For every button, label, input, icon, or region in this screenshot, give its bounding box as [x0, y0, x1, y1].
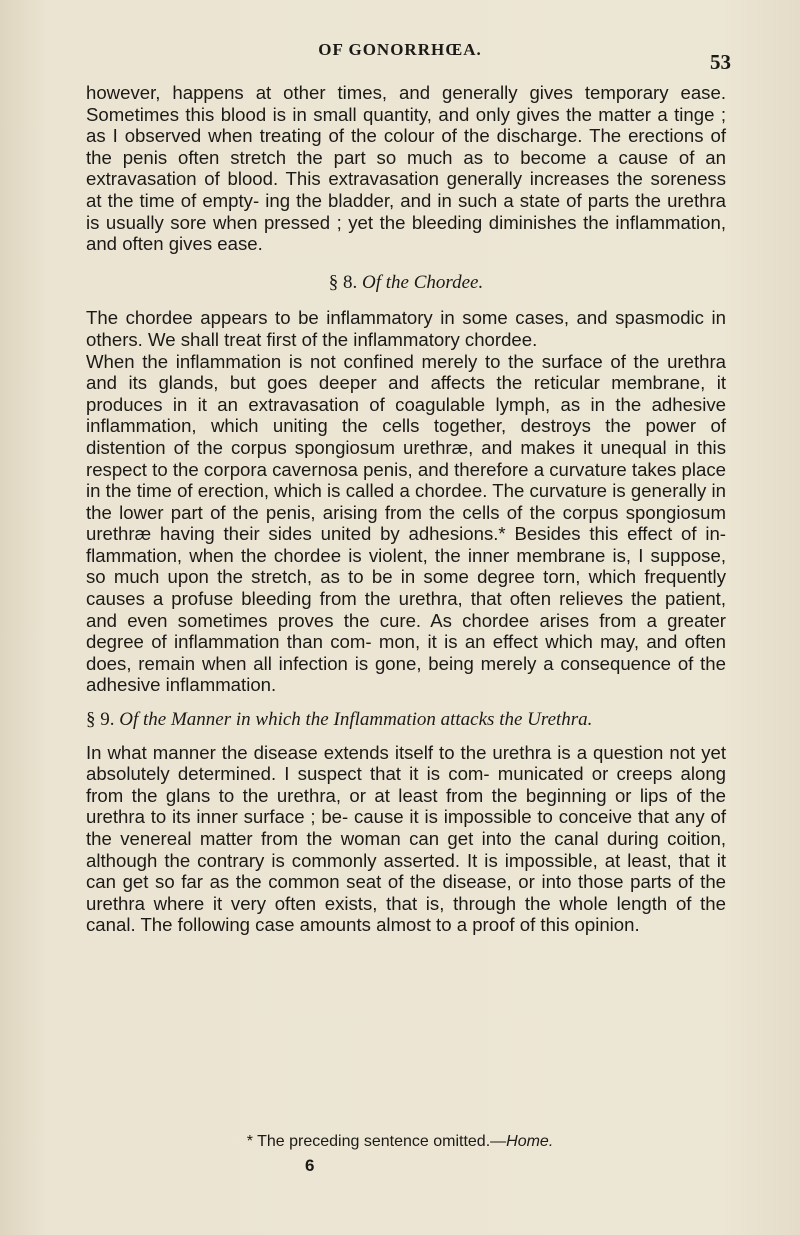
section-9-title: Of the Manner in which the Inflammation attacks the Urethra.	[119, 709, 593, 731]
body-text	[86, 82, 726, 936]
section-8-title: Of the Chordee.	[362, 271, 484, 293]
running-title: OF GONORRHŒA.	[318, 40, 482, 59]
footnote	[0, 1133, 800, 1151]
section-9-heading	[86, 709, 726, 731]
paragraph-chordee-inflammation: When the inflammation is not confined merely to the surface of the urethra and its glands, but goes deeper and affects the reticular membrane, it produces in it an extravasation of coagulable lymph, as in the adhesive inflammation, which uniting the cells together, destroys the power of distention of the corpus spongiosum urethræ, and makes it unequal in this respect to the corpora cavernosa penis, and therefore a curvature takes place in the time of erection, which is called a chordee. The curvature is generally in the lower part of the penis, arising from the cells of the corpus spongiosum urethræ having their sides united by adhesions.* Besides this effect of in- flammation, when the chordee is violent, the inner membrane is, I suppose, so much upon the stretch, as to be in some degree torn, which frequently causes a profuse bleeding from the urethra, that often relieves the patient, and even sometimes proves the cure. As chordee arises from a greater degree of inflammation than com- mon, it is an effect which may, and often does, remain when all infection is gone, being merely a consequence of the adhesive inflammation.	[86, 350, 726, 696]
paragraph-manner-of-attack: In what manner the disease extends itself to the urethra is a question not yet absolutely determined. I suspect that it is com- municated or creeps along from the glans to the urethra, or at least from the beginning or lips of the urethra to its inner surface ; be- cause it is impossible to conceive that any of the venereal matter from the woman can get into the canal during coition, although the contrary is commonly asserted. It is impossible, at least, that it can get so far as the common seat of the disease, or into those parts of the urethra where it very often exists, that is, through the whole length of the canal. The following case amounts almost to a proof of this opinion.	[86, 741, 726, 936]
footnote-attribution: Home.	[506, 1133, 554, 1150]
paragraph-chordee-intro: The chordee appears to be inflammatory in some cases, and spasmodic in others. We shall treat first of the inflammatory chordee.	[86, 307, 726, 350]
section-8-heading	[86, 272, 726, 294]
section-8-mark: § 8.	[328, 271, 358, 293]
footnote-text: The preceding sentence omitted.—	[257, 1133, 507, 1150]
footnote-marker: *	[246, 1133, 253, 1150]
section-9-mark: § 9.	[86, 709, 115, 731]
paragraph-continuation: however, happens at other times, and generally gives temporary ease. Sometimes this blood is in small quantity, and only gives the matter a tinge ; as I observed when treating of the colour of the discharge. The erections of the penis often stretch the part so much as to become a cause of an extravasation of blood. This extravasation generally increases the soreness at the time of empty- ing the bladder, and in such a state of parts the urethra is usually sore when pressed ; yet the bleeding diminishes the inflammation, and often gives ease.	[86, 82, 726, 255]
signature-mark: 6	[305, 1156, 315, 1175]
page-number: 53	[710, 50, 731, 74]
